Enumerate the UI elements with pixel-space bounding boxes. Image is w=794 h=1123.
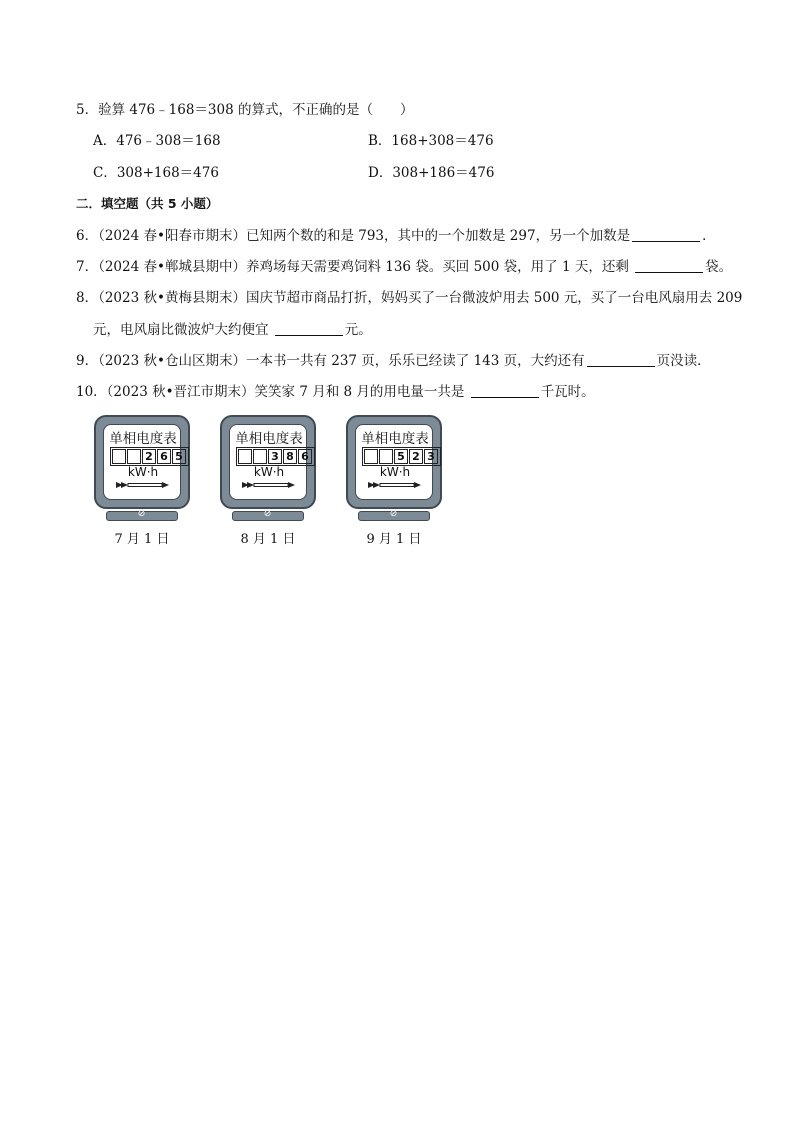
- meter-arrow-icon: [242, 481, 296, 489]
- meter-reading: [236, 447, 315, 466]
- meter-title: 单相电度表: [235, 431, 303, 447]
- q6-text: 6．（2024 春•阳春市期末）已知两个数的和是 793，其中的一个加数是 297，另一个加数是: [76, 228, 631, 244]
- meter-reading: [362, 447, 441, 466]
- meter-title: 单相电度表: [109, 431, 177, 447]
- q9: [76, 352, 711, 370]
- q8-text: 元，电风扇比微波炉大约便宜: [93, 322, 273, 338]
- q7-answer-blank[interactable]: [635, 258, 703, 273]
- meter-body: [220, 415, 316, 509]
- meter-display: [229, 424, 307, 500]
- meter-unit: kW·h: [127, 465, 159, 479]
- meter-body: [94, 415, 190, 509]
- q10: [76, 383, 595, 401]
- q6-tail: ．: [702, 228, 716, 244]
- q10-tail: 千瓦时。: [540, 384, 595, 400]
- meter-title: 单相电度表: [361, 431, 429, 447]
- meter-digit: 8: [283, 449, 297, 464]
- q9-text: 9．（2023 秋•仓山区期末）一本书一共有 237 页，乐乐已经读了 143 页，大约还有: [76, 353, 585, 369]
- meter-digit: 3: [268, 449, 282, 464]
- q5-option-b: B．168+308＝476: [368, 133, 494, 149]
- meter-arrow-icon: [116, 481, 170, 489]
- q5-option-d: D．308+186＝476: [368, 165, 495, 181]
- meter-base-symbol-icon: ⊘: [389, 509, 398, 519]
- q6-answer-blank[interactable]: [632, 227, 700, 242]
- meter-base-symbol-icon: ⊘: [137, 509, 146, 519]
- meter-date-label: 8 月 1 日: [240, 532, 296, 547]
- meter-digit: 6: [157, 449, 171, 464]
- q8-line2: [93, 321, 372, 339]
- meter-digit: 5: [172, 449, 186, 464]
- meter-base-symbol-icon: ⊘: [263, 509, 272, 519]
- q9-answer-blank[interactable]: [587, 352, 655, 367]
- meter-display: [103, 424, 181, 500]
- meter-digit: [127, 449, 141, 464]
- q7-text: 7．（2024 春•郸城县期中）养鸡场每天需要鸡饲料 136 袋。买回 500 袋，用了 1 天，还剩: [76, 259, 634, 275]
- q10-text: 10．（2023 秋•晋江市期末）笑笑家 7 月和 8 月的用电量一共是: [76, 384, 469, 400]
- q6: [76, 227, 716, 245]
- meter-digit: 3: [424, 449, 438, 464]
- meter-digit: [364, 449, 378, 464]
- meter-base: [232, 511, 304, 521]
- meter-base: [358, 511, 430, 521]
- meter-digit: 6: [298, 449, 312, 464]
- meter-reading: [110, 447, 189, 466]
- meter-digit: [238, 449, 252, 464]
- q10-answer-blank[interactable]: [471, 383, 539, 398]
- section-heading-fill-blank: 二．填空题（共 5 小题）: [76, 196, 219, 211]
- q8-tail: 元。: [344, 322, 372, 338]
- q9-tail: 页没读．: [656, 353, 711, 369]
- meter-base: [106, 511, 178, 521]
- q8-answer-blank[interactable]: [275, 321, 343, 336]
- meter-digit: [253, 449, 267, 464]
- q5-option-a: A．476﹣308＝168: [93, 133, 221, 149]
- meter-unit: kW·h: [253, 465, 285, 479]
- q5-option-c: C．308+168＝476: [93, 165, 219, 181]
- meter-digit: 2: [409, 449, 423, 464]
- meter-unit: kW·h: [379, 465, 411, 479]
- meter-digit: [112, 449, 126, 464]
- q8-line1: 8．（2023 秋•黄梅县期末）国庆节超市商品打折，妈妈买了一台微波炉用去 500 元，买了一台电风扇用去 209: [76, 290, 743, 306]
- q7: [76, 258, 732, 276]
- q7-tail: 袋。: [705, 259, 733, 275]
- meter-digit: 2: [142, 449, 156, 464]
- meter-date-label: 7 月 1 日: [114, 532, 170, 547]
- meter-arrow-icon: [368, 481, 422, 489]
- meter-body: [346, 415, 442, 509]
- meter-digit: [379, 449, 393, 464]
- q5-stem: 5．验算 476﹣168＝308 的算式，不正确的是（ ）: [76, 102, 414, 118]
- meter-display: [355, 424, 433, 500]
- meter-digit: 5: [394, 449, 408, 464]
- meter-date-label: 9 月 1 日: [366, 532, 422, 547]
